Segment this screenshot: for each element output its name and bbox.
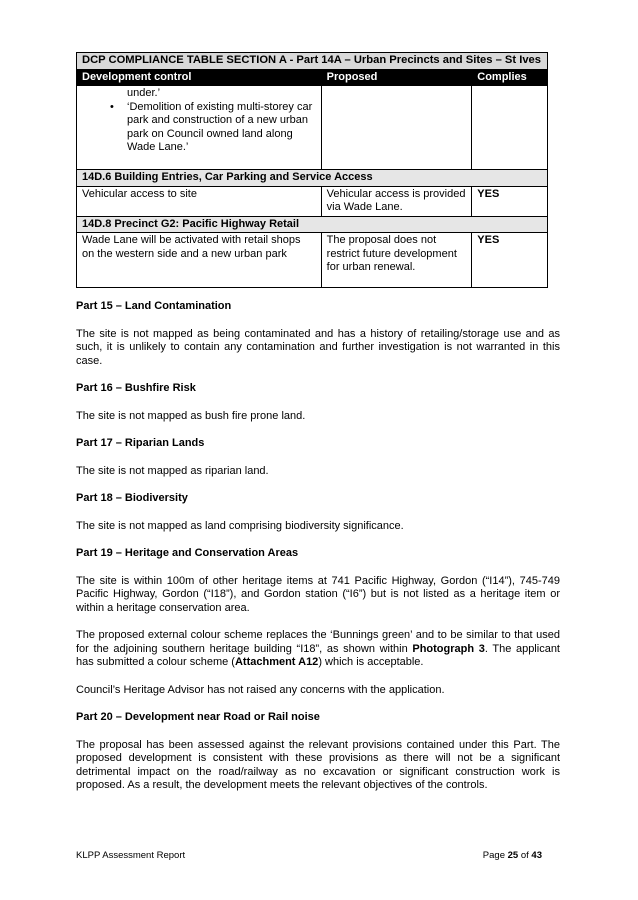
- table-header-row: [77, 69, 548, 86]
- total-pages: 43: [531, 850, 542, 861]
- of-label: of: [520, 850, 529, 861]
- control-cell: Vehicular access to site: [77, 186, 322, 216]
- dcp-compliance-table: [76, 52, 548, 288]
- table-row: [77, 233, 548, 288]
- section-heading: Part 20 – Development near Road or Rail noise: [76, 711, 320, 723]
- complies-cell: [472, 86, 548, 170]
- section-heading: Part 15 – Land Contamination: [76, 300, 232, 312]
- page-label: Page: [482, 850, 505, 861]
- paragraph: Council’s Heritage Advisor has not raised any concerns with the application.: [76, 683, 445, 696]
- table-title: DCP COMPLIANCE TABLE SECTION A - Part 14A – Urban Precincts and Sites – St Ives: [77, 53, 548, 70]
- control-cell: Wade Lane will be activated with retail shops on the western side and a new urban park: [77, 233, 322, 288]
- list-item: [127, 101, 316, 155]
- table-title-row: [77, 53, 548, 70]
- column-header-development-control: Development control: [77, 69, 322, 86]
- section-heading: 14D.6 Building Entries, Car Parking and Service Access: [77, 170, 548, 187]
- paragraph: The proposal has been assessed against the relevant provisions contained under this Part. The proposed development is consistent with these provisions as there will not be a significant detrimental impact on the road/railway as no excavation or significant construction work is proposed. As a result, the development meets the relevant objectives of the controls.: [76, 738, 560, 791]
- table-row: [77, 186, 548, 216]
- current-page: 25: [507, 850, 519, 861]
- section-heading: Part 18 – Biodiversity: [76, 492, 188, 504]
- paragraph: The site is not mapped as bush fire prone land.: [76, 409, 306, 422]
- attachment-reference: Attachment A12: [234, 656, 319, 668]
- column-header-proposed: Proposed: [321, 69, 472, 86]
- paragraph: The site is not mapped as land comprising biodiversity significance.: [76, 519, 404, 532]
- bullet-text: ‘Demolition of existing multi-storey car park and construction of a new urban park on Council owned land along Wade Lane.’: [127, 100, 313, 153]
- paragraph: The site is not mapped as being contaminated and has a history of retailing/storage use and as such, it is unlikely to contain any contamination and further investigation is not warranted in this case.: [76, 327, 560, 367]
- section-heading: 14D.8 Precinct G2: Pacific Highway Retail: [77, 216, 548, 233]
- bullet-continuation: under.’: [127, 87, 161, 99]
- complies-cell: YES: [472, 233, 548, 288]
- paragraph: The site is not mapped as riparian land.: [76, 464, 269, 477]
- section-heading-row: [77, 216, 548, 233]
- text-run: ) which is acceptable.: [318, 656, 424, 668]
- section-heading: Part 16 – Bushfire Risk: [76, 382, 196, 394]
- column-header-complies: Complies: [472, 69, 548, 86]
- photograph-reference: Photograph 3: [412, 642, 485, 655]
- paragraph: [76, 629, 560, 670]
- proposed-cell: Vehicular access is provided via Wade Lane.: [321, 186, 472, 216]
- control-cell: [77, 86, 322, 170]
- list-item: [127, 87, 316, 101]
- text-run: . The applicant has submitted a colour scheme (: [76, 642, 560, 668]
- table-row: [77, 86, 548, 170]
- proposed-cell: The proposal does not restrict future development for urban renewal.: [321, 233, 472, 288]
- complies-cell: YES: [472, 186, 548, 216]
- footer-report-name: KLPP Assessment Report: [76, 850, 186, 861]
- section-heading: Part 19 – Heritage and Conservation Areas: [76, 547, 299, 559]
- paragraph: The site is within 100m of other heritage items at 741 Pacific Highway, Gordon (“I14”), 745-749 Pacific Highway, Gordon (“I18”), and Gordon station (“I6”) but is not listed as a heritage item or within a heritage conservation area.: [76, 574, 560, 614]
- proposed-cell: [321, 86, 472, 170]
- page-number: [483, 850, 542, 861]
- document-body: [76, 300, 560, 793]
- text-run: The proposed external colour scheme replaces the ‘Bunnings green’ and to be similar to that used for the adjoining southern heritage building “I18”, as shown within: [76, 629, 560, 655]
- section-heading: Part 17 – Riparian Lands: [76, 437, 205, 449]
- section-heading-row: [77, 170, 548, 187]
